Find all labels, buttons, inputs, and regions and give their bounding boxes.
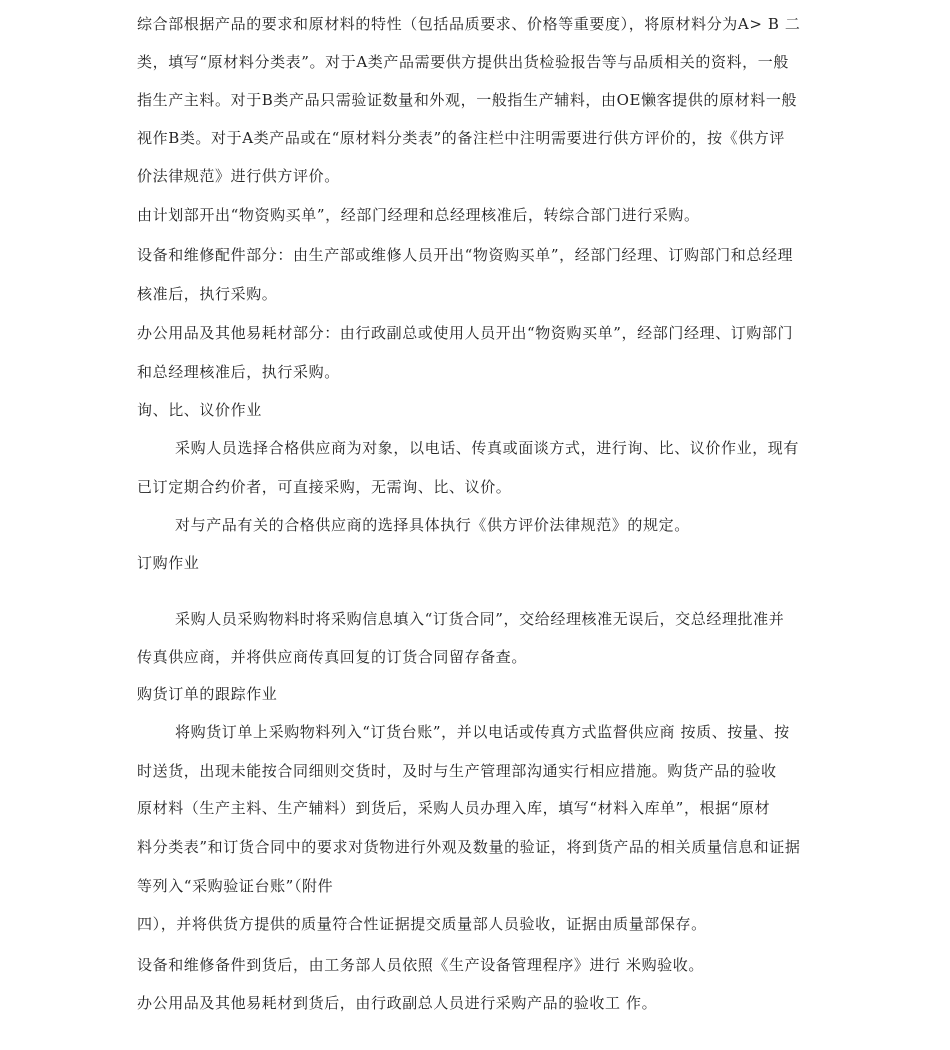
text-line: 时送货，出现未能按合同细则交货时，及时与生产管理部沟通实行相应措施。购货产品的验收 bbox=[137, 762, 777, 780]
text-line: 设备和维修配件部分：由生产部或维修人员开出“物资购买单”，经部门经理、订购部门和总经理 bbox=[137, 246, 794, 264]
text-line: 类，填写“原材料分类表”。对于A类产品需要供方提供出货检验报告等与品质相关的资料，一般 bbox=[137, 53, 789, 71]
text-line: 将购货订单上采购物料列入“订货台账”，并以电话或传真方式监督供应商 按质、按量、按 bbox=[175, 723, 790, 741]
text-line: 采购人员采购物料时将采购信息填入“订货合同”，交给经理核准无误后，交总经理批准并 bbox=[175, 610, 785, 628]
text-line: 核准后，执行采购。 bbox=[137, 285, 278, 303]
text-line: 办公用品及其他易耗材到货后，由行政副总人员进行采购产品的验收工 作。 bbox=[137, 994, 658, 1012]
text-line: 四），并将供货方提供的质量符合性证据提交质量部人员验收，证据由质量部保存。 bbox=[137, 915, 707, 933]
section-heading: 询、比、议价作业 bbox=[137, 401, 262, 419]
text-line: 价法律规范》进行供方评价。 bbox=[137, 167, 340, 185]
text-line: 和总经理核准后，执行采购。 bbox=[137, 363, 340, 381]
text-line: 设备和维修备件到货后，由工务部人员依照《生产设备管理程序》进行 米购验收。 bbox=[137, 956, 704, 974]
text-line: 传真供应商，并将供应商传真回复的订货合同留存备查。 bbox=[137, 648, 528, 666]
section-heading: 订购作业 bbox=[137, 554, 200, 572]
text-line: 料分类表”和订货合同中的要求对货物进行外观及数量的验证，将到货产品的相关质量信息和证据 bbox=[137, 838, 801, 856]
text-line: 对与产品有关的合格供应商的选择具体执行《供方评价法律规范》的规定。 bbox=[175, 516, 690, 534]
text-line: 等列入“采购验证台账”（附件 bbox=[137, 877, 334, 895]
text-line: 视作B类。对于A类产品或在“原材料分类表”的备注栏中注明需要进行供方评价的，按《供方评 bbox=[137, 129, 785, 147]
section-heading: 购货订单的跟踪作业 bbox=[137, 685, 278, 703]
text-line: 已订定期合约价者，可直接采购，无需询、比、议价。 bbox=[137, 478, 512, 496]
text-line: 由计划部开出“物资购买单”，经部门经理和总经理核准后，转综合部门进行采购。 bbox=[137, 206, 700, 224]
text-line: 办公用品及其他易耗材部分：由行政副总或使用人员开出“物资购买单”，经部门经理、订购部门 bbox=[137, 324, 794, 342]
text-line: 原材料（生产主料、生产辅料）到货后，采购人员办理入库，填写“材料入库单”，根据“原材 bbox=[137, 799, 771, 817]
text-line: 指生产主料。对于B类产品只需验证数量和外观，一般指生产辅料，由OE懒客提供的原材料一般 bbox=[137, 91, 798, 109]
text-line: 综合部根据产品的要求和原材料的特性（包括品质要求、价格等重要度），将原材料分为A> B 二 bbox=[137, 15, 801, 33]
text-line: 采购人员选择合格供应商为对象，以电话、传真或面谈方式，进行询、比、议价作业，现有 bbox=[175, 439, 800, 457]
